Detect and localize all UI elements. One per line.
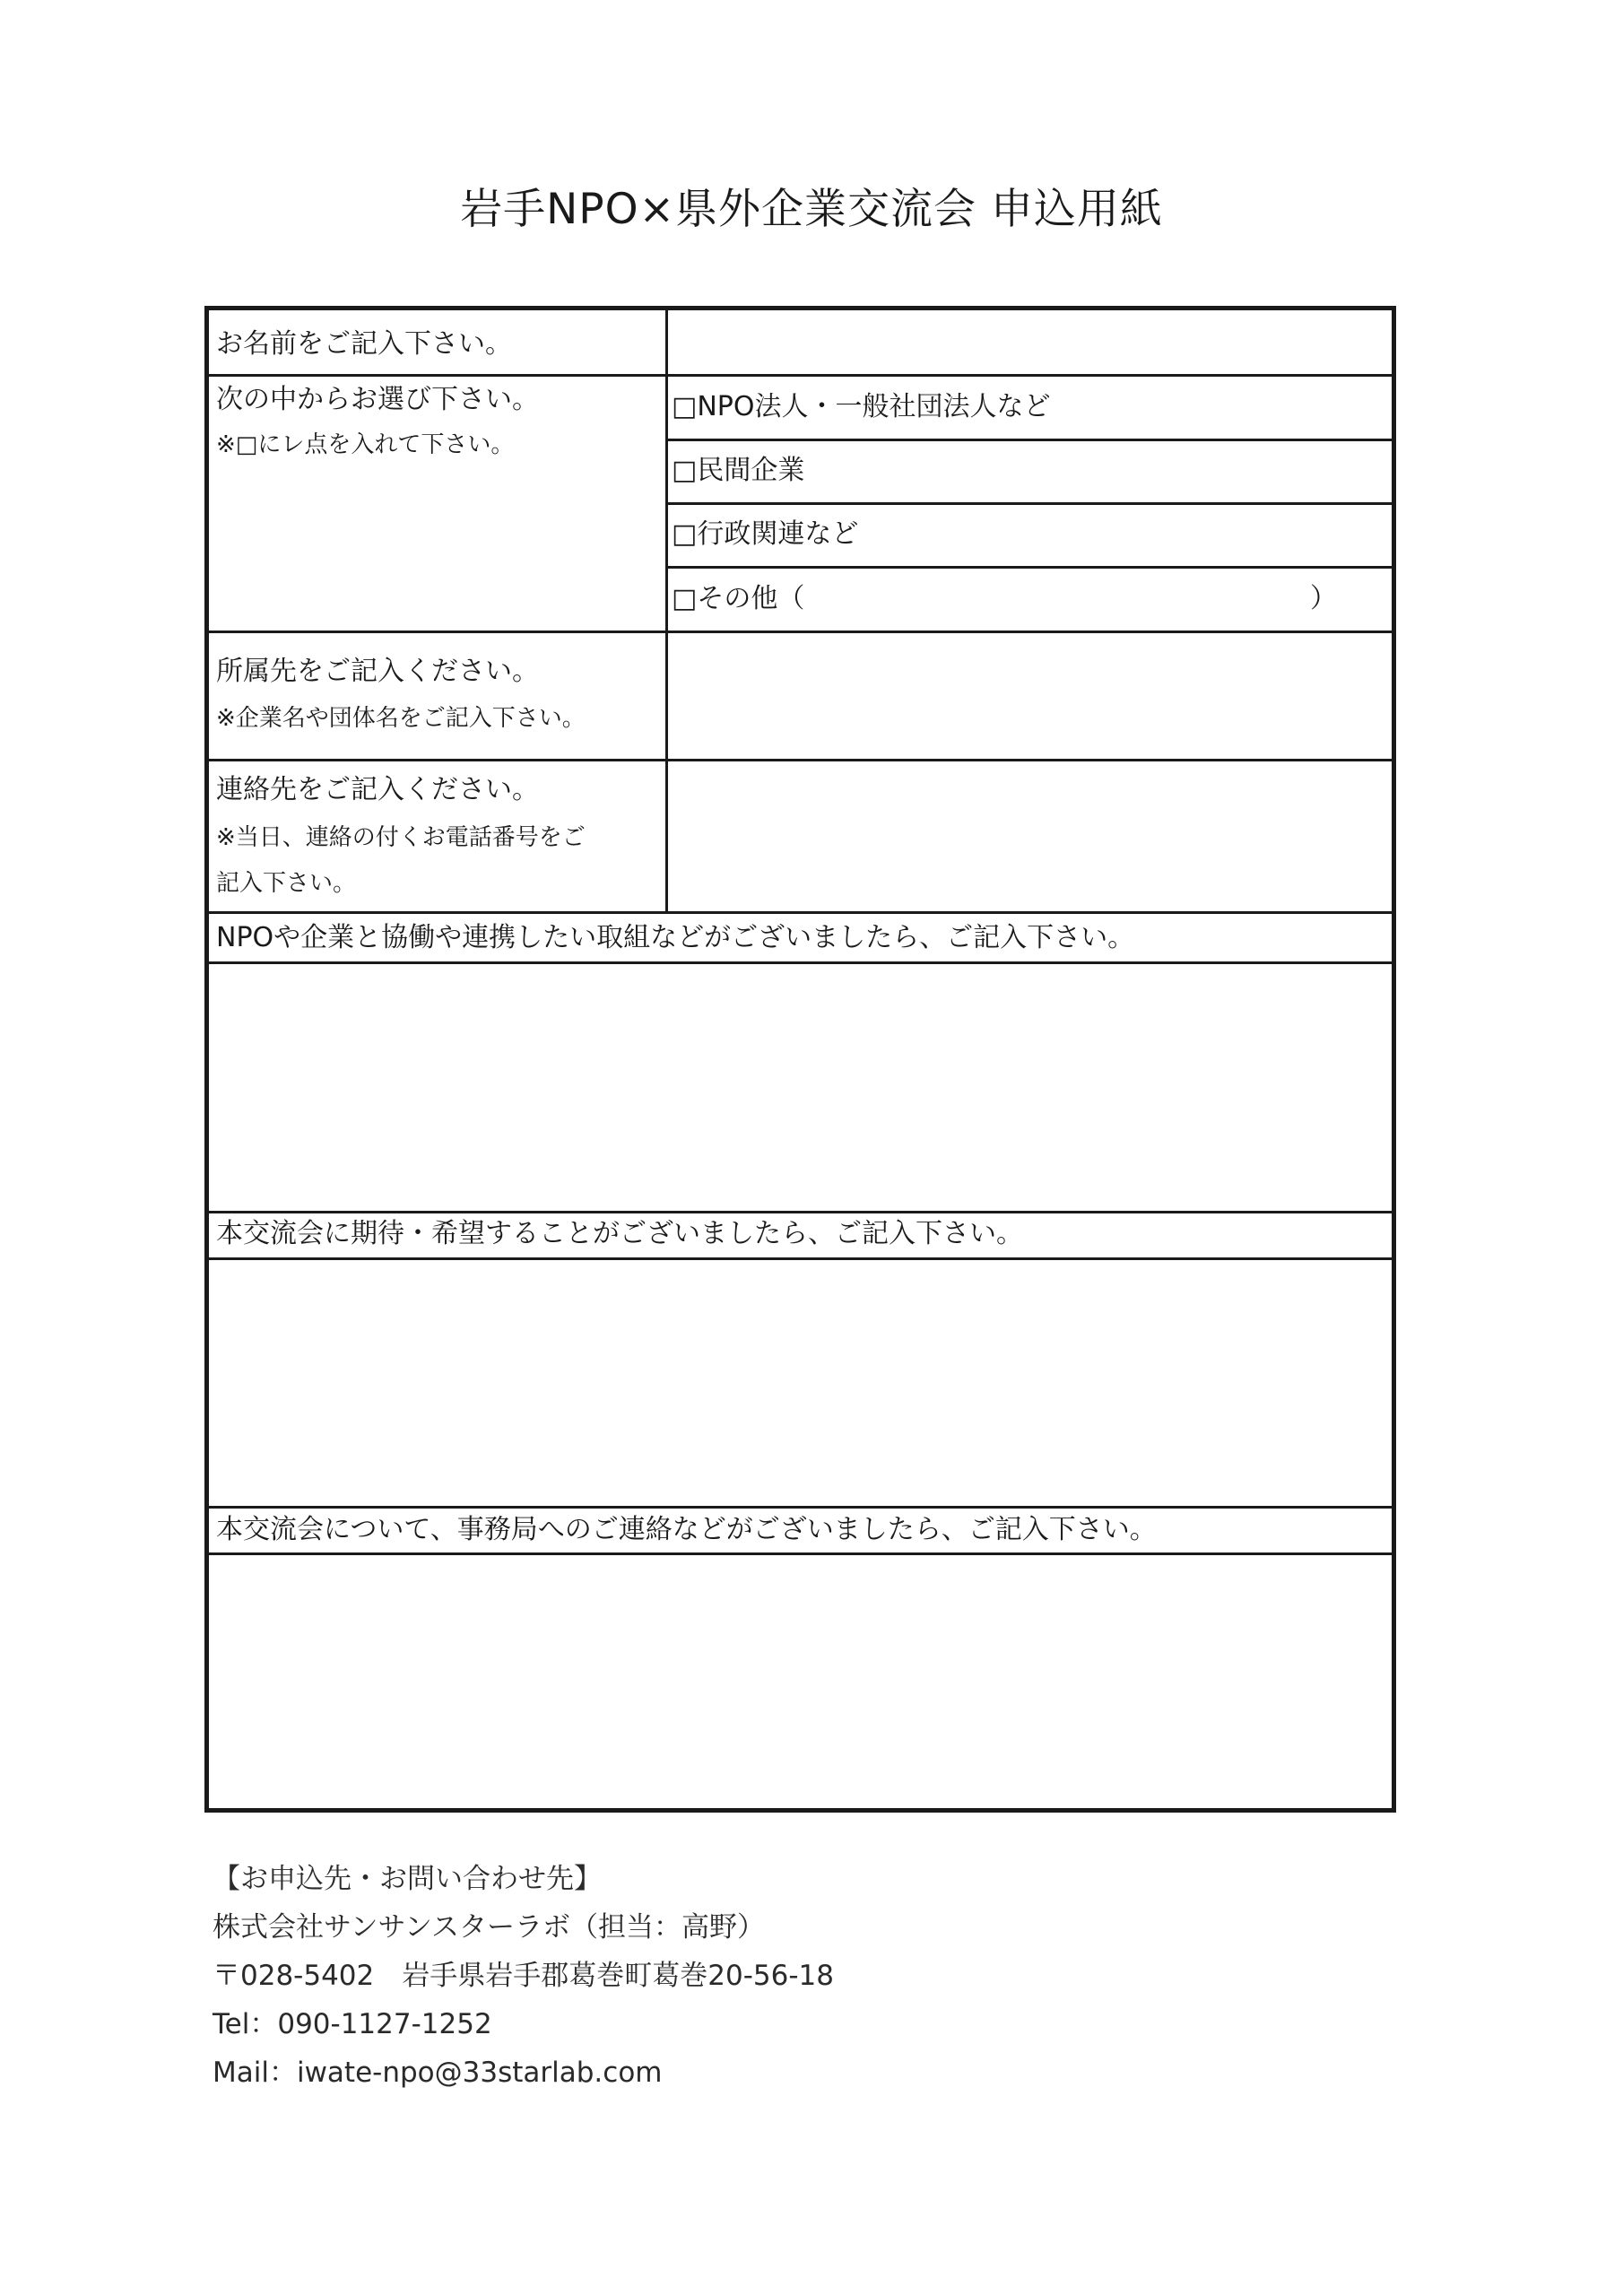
phone-number: Tel：090-1127-1252 xyxy=(213,2008,492,2040)
contact-heading: 【お申込先・お問い合わせ先】 xyxy=(213,1863,602,1895)
affiliation-label: 所属先をご記入ください。 xyxy=(216,656,539,687)
other-close-paren: ） xyxy=(1310,583,1337,614)
name-field[interactable] xyxy=(668,310,1392,374)
collaboration-label: NPOや企業と協働や連携したい取組などがございましたら、ご記入下さい。 xyxy=(216,922,1135,953)
contact-note: ※当日、連絡の付くお電話番号をご xyxy=(216,824,586,851)
row-divider xyxy=(209,1211,1392,1213)
contact-label: 連絡先をご記入ください。 xyxy=(216,774,539,805)
collaboration-field[interactable] xyxy=(209,964,1392,1211)
postal-address: 〒028-5402 岩手県岩手郡葛巻町葛巻20-56-18 xyxy=(213,1960,834,1992)
option-divider xyxy=(665,502,1392,505)
contact-info xyxy=(213,1863,1289,2108)
expectation-field[interactable] xyxy=(209,1260,1392,1506)
company-name: 株式会社サンサンスターラボ（担当：高野） xyxy=(213,1911,765,1944)
option-divider xyxy=(665,566,1392,569)
affiliation-field[interactable] xyxy=(668,633,1392,759)
expectation-label: 本交流会に期待・希望することがございましたら、ご記入下さい。 xyxy=(216,1218,1023,1249)
row-divider xyxy=(209,1506,1392,1509)
option-divider xyxy=(665,439,1392,441)
contact-note-continued: 記入下さい。 xyxy=(216,870,357,897)
name-label: お名前をご記入下さい。 xyxy=(216,328,512,360)
option-government[interactable]: □行政関連など xyxy=(672,518,859,550)
page-title: 岩手NPO×県外企業交流会 申込用紙 xyxy=(460,185,1163,234)
other-input-field[interactable] xyxy=(815,570,1317,629)
option-npo[interactable]: □NPO法人・一般社団法人など xyxy=(672,391,1051,422)
application-form xyxy=(204,306,1396,1813)
contact-field[interactable] xyxy=(668,761,1392,911)
office-message-label: 本交流会について、事務局へのご連絡などがございましたら、ご記入下さい。 xyxy=(216,1514,1157,1545)
row-divider xyxy=(209,374,1392,377)
email-address: Mail：iwate-npo@33starlab.com xyxy=(213,2057,663,2089)
row-divider xyxy=(209,911,1392,914)
type-note: ※□にレ点を入れて下さい。 xyxy=(216,431,515,458)
type-label: 次の中からお選び下さい。 xyxy=(216,384,539,415)
office-message-field[interactable] xyxy=(209,1555,1392,1808)
option-other[interactable]: □その他（ xyxy=(672,583,805,614)
option-private-company[interactable]: □民間企業 xyxy=(672,455,805,486)
affiliation-note: ※企業名や団体名をご記入下さい。 xyxy=(216,705,586,732)
